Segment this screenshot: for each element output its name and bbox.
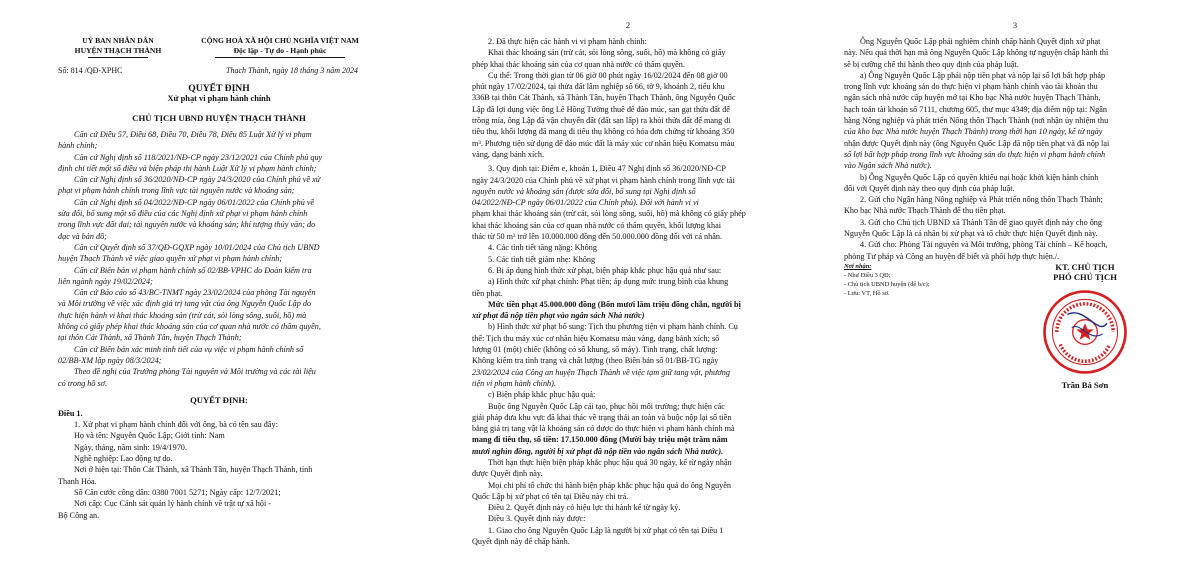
body-line: Buộc ông Nguyễn Quốc Lập cải tạo, phục hồi môi trường; thực hiện các (488, 401, 725, 411)
article-2: Điều 2. Quyết định này có hiệu lực thi hành kể từ ngày ký. (488, 503, 681, 513)
body-line: hàng Nông nghiệp và phát triển Nông thôn Thạch Thành (nơi nhận ủy nhiệm thu (844, 116, 1109, 126)
body-line: Ông Nguyễn Quốc Lập phải nghiêm chỉnh chấp hành Quyết định xử phạt (860, 37, 1101, 46)
basis-line: huyện Thạch Thành về việc giao quyền xử phạt vi phạm hành chính; (58, 254, 283, 264)
body-line: 2. Đã thực hiện các hành vi vi phạm hành chính: (488, 37, 647, 46)
body-line: của kho bạc Nhà nước huyện Thạch Thành) trong thời hạn 10 ngày, kể từ ngày (844, 127, 1103, 137)
org-line-2: HUYỆN THẠCH THÀNH (74, 46, 162, 55)
sign-title-2: PHÓ CHỦ TỊCH (1053, 272, 1117, 282)
body-line: a) Hình thức xử phạt chính: Phạt tiền; áp dụng mức trung bình của khung (488, 277, 729, 287)
basis-line: Căn cứ Báo cáo số 43/BC-TNMT ngày 23/02/2024 của phòng Tài nguyên (74, 288, 316, 298)
place-date: Thạch Thành, ngày 18 tháng 3 năm 2024 (226, 66, 358, 75)
body-line: m³. Phương tiện sử dụng để đào múc đất là máy xúc cơ nhãn hiệu Komatsu màu (472, 138, 735, 148)
national-motto (180, 36, 380, 58)
fine-amount-note: xử phạt đã nộp tiền phạt vào ngân sách Nhà nước) (472, 311, 645, 321)
body-line: 3. Quy định tại: Điểm e, khoản 1, Điều 47 Nghị định số 36/2020/NĐ-CP (488, 164, 726, 174)
basis-line: Căn cứ Quyết định số 37/QĐ-GQXP ngày 10/01/2024 của Chủ tịch UBND (74, 242, 320, 252)
basis-line: Căn cứ Biên bản vi phạm hành chính số 02/BB-VPHC do Đoàn kiểm tra (74, 265, 312, 275)
decision-heading: QUYẾT ĐỊNH: (190, 394, 248, 405)
body-line: đối với Quyết định này theo quy định của pháp luật. (844, 183, 1015, 193)
body-line: sẽ bị cưỡng chế thi hành theo quy định của pháp luật. (844, 59, 1019, 69)
body-line: 4. Các tình tiết tăng nặng: Không (488, 243, 597, 253)
body-line: ngày 24/3/2020 của Chính phủ về xử phạt vi phạm hành chính trong lĩnh vực tài (472, 175, 735, 185)
fine-amount: Mức tiền phạt 45.000.000 đồng (Bốn mươi lăm triệu đồng chẵn, người bị (488, 299, 741, 309)
body-line: vàng, dạng bánh xích. (472, 149, 545, 159)
body-line: a) Ông Nguyễn Quốc Lập phải nộp tiền phạt và nộp lại số lợi bất hợp pháp (860, 70, 1106, 80)
body-line: lượng 01 (một) chiếc (không có số khung, số máy). Tình trạng, chất lượng: (472, 345, 718, 355)
body-line: Quốc Lập bị xử phạt có tên tại Điều này chi trả. (472, 491, 629, 501)
body-line: tiện vi phạm hành chính). (472, 378, 556, 388)
document-subtitle: Xử phạt vi phạm hành chính (167, 94, 271, 103)
basis-line: đạc và bản đồ; (58, 231, 107, 241)
document-page-2 (400, 0, 800, 586)
issuing-authority: CHỦ TỊCH UBND HUYỆN THẠCH THÀNH (132, 113, 306, 123)
violator-name: Họ và tên: Nguyễn Quốc Lập; Giới tính: Nam (74, 431, 225, 441)
body-line: số lợi bất hợp pháp trong lĩnh vực khoáng sản do thực hiện vi phạm hành chính (844, 149, 1106, 159)
basis-line: và Môi trường về việc xác định giá trị tang vật của ông Nguyễn Quốc Lập do (58, 299, 312, 309)
basis-line: Theo đề nghị của Trưởng phòng Tài nguyên và Môi trường và các tài liệu (74, 367, 316, 377)
body-line: tiền phạt. (472, 288, 503, 298)
body-line: b) Hình thức xử phạt bổ sung: Tịch thu phương tiện vi phạm hành chính. Cụ (488, 322, 738, 332)
basis-line: tại thôn Cát Thành, xã Thành Tân, huyện Thạch Thành; (58, 333, 242, 343)
body-line: nguyên nước và khoáng sản (được sửa đổi, bổ sung tại Nghị định số (472, 186, 696, 196)
document-title: QUYẾT ĐỊNH (188, 83, 250, 94)
body-line: 6. Bị áp dụng hình thức xử phạt, biện pháp khắc phục hậu quả như sau: (488, 265, 722, 275)
body-line: 2. Gửi cho Ngân hàng Nông nghiệp và Phát triển nông thôn Thạch Thành; (860, 195, 1103, 205)
document-page-1 (0, 0, 400, 586)
article-1-heading: Điều 1. (58, 408, 83, 418)
basis-line: Căn cứ Nghị định số 04/2022/NĐ-CP ngày 06/01/2022 của Chính phủ về (74, 197, 315, 207)
signer-name: Trần Bá Sơn (1061, 380, 1109, 390)
document-page-3 (800, 0, 1200, 586)
body-line: Nguyễn Quốc Lập là cá nhân bị xử phạt và tổ chức thực hiện Quyết định này. (844, 229, 1098, 239)
recipients-block (844, 262, 930, 298)
basis-line: Căn cứ Điều 57, Điều 68, Điều 70, Điều 78, Điều 85 Luật Xử lý vi phạm (74, 130, 312, 139)
body-line: ngân sách nhà nước cấp huyện mở tại Kho bạc Nhà nước huyện Thạch Thành, (844, 93, 1101, 103)
article-1-line: 1. Xử phạt vi phạm hành chính đối với ông, bà có tên sau đây: (74, 420, 278, 430)
body-line: Quyết định này để chấp hành. (472, 537, 570, 547)
signature-block (1010, 262, 1160, 390)
body-line: tiêu thụ, khối lượng đã mang đi tiêu thụ không có hóa đơn chứng từ khoảng 350 (472, 127, 735, 137)
document-header (58, 36, 380, 58)
body-line: Khai thác khoáng sản (trừ cát, sỏi lòng sông, suối, hồ) mà không có giấy (488, 48, 726, 58)
body-line: 4. Gửi cho: Phòng Tài nguyên và Môi trường, phòng Tài chính – Kế hoạch, (860, 240, 1108, 250)
page-number: 2 (625, 20, 631, 30)
body-line: nhận được Quyết định này (ông Nguyễn Quốc Lập đã nộp tiền phạt và đã nộp lại (844, 138, 1110, 148)
body-line: Cụ thể: Trong thời gian từ 06 giờ 00 phút ngày 16/02/2024 đến 08 giờ 00 (488, 70, 728, 80)
body-line: trồng mía, ông Lập đã vận chuyển đất (đất san lấp) ra khỏi thửa đất để mang đi (472, 116, 731, 126)
body-line: Mọi chi phí tổ chức thi hành biện pháp khắc phục hậu quả do ông Nguyễn (488, 480, 731, 490)
body-line: giải pháp đưa khu vực đã khai thác về trạng thái an toàn và buộc nộp lại số tiền (472, 412, 732, 422)
basis-line: Căn cứ Biên bản xác minh tình tiết của vụ việc vi phạm hành chính số (74, 344, 304, 354)
body-line: phòng Tư pháp và Công an huyện để biết và phối hợp thực hiện./. (844, 251, 1060, 261)
body-line: Lập đã lợi dụng việc ông Lê Hồng Tường thuê để đào múc, san gạt thửa đất để (472, 104, 730, 114)
recipient-item: - Như Điều 3 QĐ; (844, 272, 891, 279)
body-line: thể: Tịch thu máy xúc cơ nhãn hiệu Komatsu màu vàng, dạng bánh xích; số (472, 333, 720, 343)
basis-line: liên ngành ngày 19/02/2024; (58, 276, 153, 286)
body-line: 3. Gửi cho Chủ tịch UBND xã Thành Tân để giao quyết định này cho ông (860, 217, 1102, 227)
body-line: hạch toán tài khoản số 7111, chương 605, thư mục 4349; địa điểm nộp tại: Ngân (844, 104, 1107, 114)
body-line: trong lĩnh vực khoáng sản do thực hiện vi phạm hành chính vào tài khoản thu (844, 82, 1098, 92)
basis-line: 02/BB-XM lập ngày 08/3/2024; (58, 355, 162, 365)
violator-dob: Ngày, tháng, năm sinh: 19/4/1970. (74, 442, 187, 452)
org-line-1: UỶ BAN NHÂN DÂN (82, 36, 154, 45)
body-line: thác từ 50 m³ trở lên 10.000.000 đồng đến 50.000.000 đồng đối với cá nhân. (472, 232, 722, 242)
body-line: 336B tại thôn Cát Thành, xã Thành Tân, huyện Thạch Thành, ông Nguyễn Quốc (472, 93, 736, 103)
body-line: 1. Giao cho ông Nguyễn Quốc Lập là người bị xử phạt có tên tại Điều 1 (488, 525, 724, 535)
body-line: Không kiểm tra tình trạng và chất lượng (theo Biên bản số 01/BB-TG ngày (472, 356, 719, 366)
body-line: bằng giá trị tang vật là khoáng sản có được do thực hiện vi phạm hành chính mà (472, 424, 735, 434)
violator-address: Nơi ở hiện tại: Thôn Cát Thành, xã Thành Tân, huyện Thạch Thành, tỉnh (74, 465, 313, 475)
recipient-item: - Chủ tịch UBND huyện (để b/c); (844, 281, 930, 288)
body-line: Kho bạc Nhà nước Thạch Thành để thu tiền phạt. (844, 206, 1006, 216)
legal-bases (58, 129, 380, 389)
body-line: 23/02/2024 của Công an huyện Thạch Thành về việc tạm giữ tang vật, phương (472, 367, 730, 377)
id-issuer: Nơi cấp: Cục Cảnh sát quản lý hành chính về trật tự xã hội - (74, 499, 272, 509)
remedy-amount-note: mươi nghìn đồng, người bị xử phạt đã nộp tiền vào ngân sách Nhà nước). (472, 446, 724, 456)
basis-line: định chi tiết một số điều và biện pháp thi hành Luật Xử lý vi phạm hành chính; (58, 163, 317, 173)
violator-address-cont: Thanh Hóa. (58, 476, 97, 486)
basis-line: thực hiện hành vi khai thác khoáng sản (trừ cát, sỏi lòng sông, suối, hồ) mà (58, 310, 307, 320)
basis-line: phạt vi phạm hành chính trong lĩnh vực tài nguyên nước và khoáng sản; (58, 186, 295, 196)
body-line: c) Biện pháp khắc phục hậu quả: (488, 390, 596, 400)
article-3: Điều 3. Quyết định này được: (488, 514, 586, 524)
official-stamp-icon (1041, 288, 1129, 376)
sign-title-1: KT. CHỦ TỊCH (1055, 262, 1115, 272)
basis-line: trong lĩnh vực đất đai; tài nguyên nước và khoáng sản; khí tượng thủy văn; đo (58, 220, 316, 230)
body-line: 04/2022/NĐ-CP ngày 06/01/2022 của Chính phủ). Đối với hành vi vi (472, 198, 699, 208)
document-number: Số: 814 /QĐ-XPHC (58, 66, 123, 75)
body-line: vào Ngân sách Nhà nước). (844, 161, 932, 171)
basis-line: có trong hồ sơ. (58, 378, 108, 388)
basis-line: Căn cứ Nghị định số 36/2020/NĐ-CP ngày 24/3/2020 của Chính phủ về xử (74, 175, 321, 185)
body-line: khai thác khoáng sản của cơ quan nhà nước có thẩm quyền, khối lượng khai (472, 220, 721, 230)
body-line: phạm khai thác khoáng sản (trừ cát, sỏi lòng sông, suối, hồ) mà không có giấy phép (472, 209, 746, 219)
recipient-item: - Lưu: VT, Hồ sơ. (844, 290, 890, 297)
id-issuer-cont: Bộ Công an. (58, 510, 100, 520)
violator-occupation: Nghề nghiệp: Lao động tự do. (74, 454, 173, 464)
nation-line-2: Độc lập - Tự do - Hạnh phúc (233, 46, 327, 55)
violator-id: Số Căn cước công dân: 0380 7001 5271; Ngày cấp: 12/7/2021; (74, 487, 281, 497)
body-line: Thời hạn thực hiện biện pháp khắc phục hậu quả 30 ngày, kể từ ngày nhận (488, 457, 732, 467)
basis-line: hành chính; (58, 141, 98, 151)
issuing-organization (58, 36, 178, 58)
basis-line: không có giấy phép khai thác khoáng sản của cơ quan nhà nước có thẩm quyền, (58, 322, 321, 332)
basis-line: Căn cứ Nghị định số 118/2021/NĐ-CP ngày 23/12/2021 của Chính phủ quy (74, 152, 323, 162)
page-number: 3 (1012, 20, 1018, 30)
body-line: b) Ông Nguyễn Quốc Lập có quyền khiếu nại hoặc khởi kiện hành chính (860, 172, 1099, 182)
body-line: phút ngày 17/02/2024, tại thửa đất lâm nghiệp số 66, tờ 9, khoảnh 2, tiểu khu (472, 82, 725, 92)
remedy-amount: mang đi tiêu thụ, số tiền: 17.150.000 đồng (Mười bảy triệu một trăm năm (472, 435, 728, 445)
body-line: này. Nếu quá thời hạn mà ông Nguyễn Quốc Lập không tự nguyện chấp hành thì (844, 48, 1109, 58)
nation-line-1: CỘNG HOÀ XÃ HỘI CHỦ NGHĨA VIỆT NAM (201, 36, 359, 45)
body-line: phép khai thác khoáng sản của cơ quan nhà nước có thẩm quyền. (472, 59, 685, 69)
body-line: 5. Các tình tiết giảm nhẹ: Không (488, 254, 596, 264)
body-line: được Quyết định này. (472, 469, 543, 479)
basis-line: sửa đổi, bổ sung một số điều của các Nghị định xử phạt vi phạm hành chính (58, 209, 308, 219)
recipients-title: Nơi nhận: (844, 263, 872, 270)
